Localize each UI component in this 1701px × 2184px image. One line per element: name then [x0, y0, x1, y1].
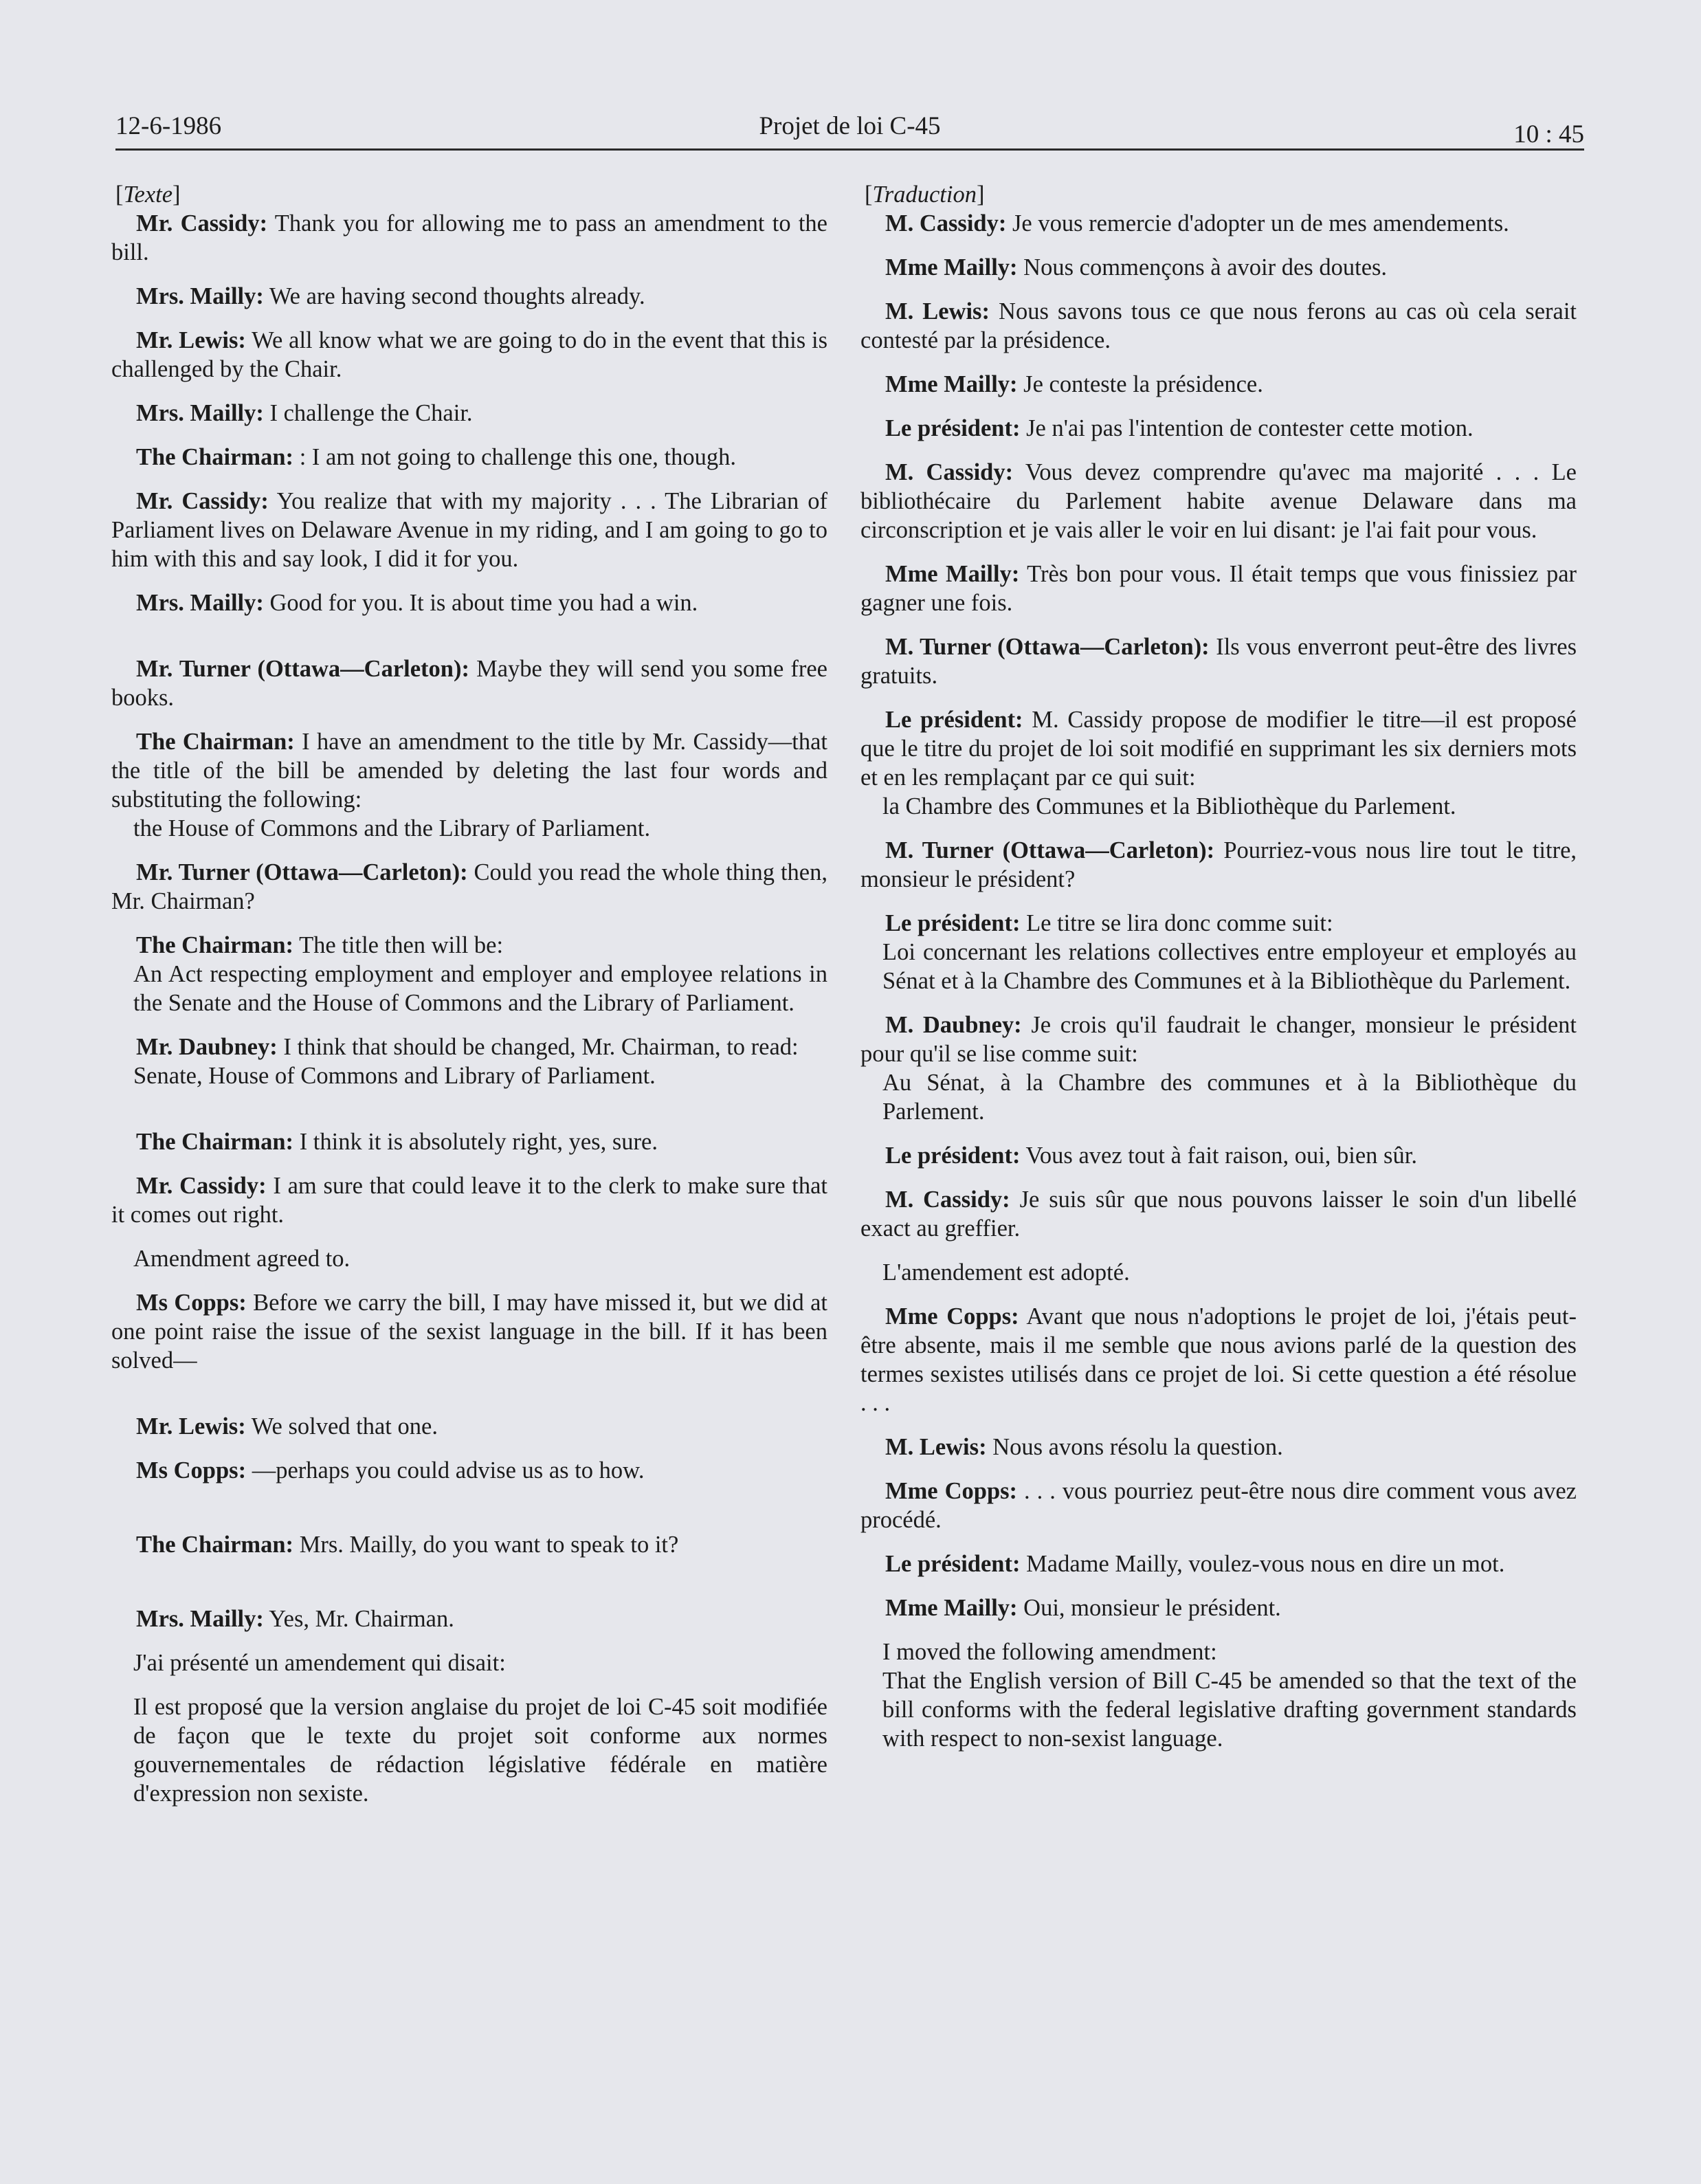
speech-block [111, 282, 827, 311]
speech-block [111, 1456, 827, 1485]
header-title: Projet de loi C-45 [759, 112, 941, 140]
speaker-name: Mr. Daubney: [136, 1034, 278, 1060]
speech-block [860, 909, 1577, 938]
speech-block [111, 487, 827, 573]
motion-result: L'amendement est adopté. [882, 1259, 1130, 1286]
speech-block [111, 1033, 827, 1061]
speaker-name: Ms Copps: [136, 1457, 247, 1483]
speech-block [860, 1011, 1577, 1068]
speech-text: Nous savons tous ce que nous ferons au cas où cela serait contesté par la présidence. [860, 298, 1577, 353]
speaker-name: M. Lewis: [885, 298, 990, 324]
speech-text: M. Cassidy propose de modifier le titre—il est proposé que le titre du projet de loi soit modifié en supprimant les six derniers mots et en les remplaçant par ce qui suit: [860, 707, 1577, 791]
speech-text: Yes, Mr. Chairman. [269, 1606, 454, 1632]
speech-text: I have an amendment to the title by Mr. Cassidy—that the title of the bill be amended by deleting the last four words and substituting the following: [111, 729, 828, 813]
speech-block [860, 209, 1577, 238]
quoted-text: the House of Commons and the Library of Parliament. [133, 815, 651, 841]
speech-block [860, 560, 1577, 617]
page-header [115, 110, 1584, 151]
speech-text: Oui, monsieur le président. [1023, 1595, 1281, 1621]
speech-text: : I am not going to challenge this one, though. [299, 444, 736, 470]
speech-text: We are having second thoughts already. [269, 283, 645, 309]
speech-block [111, 931, 827, 960]
speech-block [111, 209, 827, 267]
speech-text: —perhaps you could advise us as to how. [252, 1457, 645, 1483]
speech-block [860, 836, 1577, 894]
quoted-text: Loi concernant les relations collectives entre employeur et employés au Sénat et à la Chambre des Communes et à la Bibliothèque du Parlement. [882, 939, 1577, 994]
speech-block [860, 632, 1577, 690]
speech-block [111, 858, 827, 916]
english-column [111, 180, 827, 1808]
speech-block [111, 1412, 827, 1441]
speech-text: I think it is absolutely right, yes, sure. [299, 1129, 658, 1155]
quoted-text: la Chambre des Communes et la Bibliothèque du Parlement. [882, 793, 1456, 819]
speaker-name: Mrs. Mailly: [136, 1606, 264, 1632]
speech-text: Je n'ai pas l'intention de contester cette motion. [1026, 415, 1474, 441]
speaker-name: Le président: [885, 1551, 1021, 1577]
speaker-name: Mme Copps: [885, 1478, 1018, 1504]
speaker-name: Mme Copps: [885, 1303, 1019, 1330]
speaker-name: The Chairman: [136, 729, 295, 755]
speaker-name: M. Turner (Ottawa—Carleton): [885, 837, 1215, 863]
speech-text: Thank you for allowing me to pass an amendment to the bill. [111, 210, 827, 265]
speech-block [860, 1433, 1577, 1461]
speech-block [860, 1593, 1577, 1622]
quoted-text: Senate, House of Commons and Library of Parliament. [133, 1063, 656, 1089]
speech-block [111, 1288, 827, 1375]
speaker-name: The Chairman: [136, 932, 294, 958]
speech-text: You realize that with my majority . . . The Librarian of Parliament lives on Delaware Avenue in my riding, and I am going to go to him with this and say look, I did it for you. [111, 488, 827, 572]
speech-block [111, 588, 827, 617]
speaker-name: Mme Mailly: [885, 1595, 1018, 1621]
speech-block [860, 1141, 1577, 1170]
quoted-text: An Act respecting employment and employer and employee relations in the Senate and the House of Commons and the Library of Parliament. [133, 961, 827, 1016]
speaker-name: Mr. Turner (Ottawa—Carleton): [136, 859, 468, 885]
speaker-name: Le président: [885, 910, 1021, 936]
speech-block [860, 370, 1577, 399]
speech-text: Vous avez tout à fait raison, oui, bien sûr. [1025, 1143, 1417, 1169]
speech-text: We all know what we are going to do in the event that this is challenged by the Chair. [111, 327, 827, 382]
speech-text: Avant que nous n'adoptions le projet de loi, j'étais peut-être absente, mais il me semble que nous avions parlé de la question des termes sexistes utilisés dans ce projet de loi. Si cette question a été résolue . . . [860, 1303, 1577, 1416]
speaker-name: Mme Mailly: [885, 254, 1018, 280]
speech-text: Le titre se lira donc comme suit: [1026, 910, 1333, 936]
speech-block [111, 1604, 827, 1633]
column-marker: [Traduction] [865, 181, 985, 208]
speaker-name: M. Cassidy: [885, 210, 1007, 236]
speech-text: Je vous remercie d'adopter un de mes amendements. [1012, 210, 1509, 236]
speech-block [860, 1477, 1577, 1534]
speech-block [111, 1171, 827, 1229]
speaker-name: Mme Mailly: [885, 371, 1018, 397]
quoted-text: J'ai présenté un amendement qui disait: [133, 1650, 506, 1676]
speaker-name: Mr. Cassidy: [136, 1173, 267, 1199]
quoted-text: Il est proposé que la version anglaise du projet de loi C-45 soit modifiée de façon que le texte du projet soit conforme aux normes gouvernementales de rédaction législative fédérale en matière d'expression non sexiste. [133, 1694, 827, 1807]
speaker-name: The Chairman: [136, 1532, 294, 1558]
speaker-name: Mrs. Mailly: [136, 283, 264, 309]
speech-block [860, 458, 1577, 544]
speech-text: Mrs. Mailly, do you want to speak to it? [299, 1532, 679, 1558]
speaker-name: Mr. Lewis: [136, 1413, 246, 1440]
speech-text: Vous devez comprendre qu'avec ma majorité . . . Le bibliothécaire du Parlement habite avenue Delaware dans ma circonscription et je vais aller le voir en lui disant: je l'ai fait pour vous. [860, 459, 1577, 543]
speech-block [111, 399, 827, 428]
speech-block [111, 1530, 827, 1559]
quoted-text: That the English version of Bill C-45 be amended so that the text of the bill conforms with the federal legislative drafting government standards with respect to non-sexist language. [882, 1668, 1577, 1752]
speaker-name: M. Lewis: [885, 1434, 987, 1460]
speaker-name: The Chairman: [136, 1129, 294, 1155]
quoted-text: I moved the following amendment: [882, 1639, 1217, 1665]
speech-text: Je suis sûr que nous pouvons laisser le soin d'un libellé exact au greffier. [860, 1187, 1577, 1242]
speech-block [860, 1549, 1577, 1578]
header-page-number: 10 : 45 [1513, 120, 1584, 148]
french-column [860, 180, 1577, 1753]
speech-text: Nous commençons à avoir des doutes. [1023, 254, 1388, 280]
speech-text: . . . vous pourriez peut-être nous dire comment vous avez procédé. [860, 1478, 1577, 1533]
speaker-name: M. Cassidy: [885, 1187, 1010, 1213]
speech-text: Nous avons résolu la question. [992, 1434, 1283, 1460]
speech-text: Good for you. It is about time you had a win. [269, 590, 698, 616]
speaker-name: The Chairman: [136, 444, 294, 470]
speech-text: Pourriez-vous nous lire tout le titre, monsieur le président? [860, 837, 1577, 892]
speech-text: Before we carry the bill, I may have missed it, but we did at one point raise the issue of the sexist language in the bill. If it has been solved— [111, 1290, 827, 1374]
speech-text: Could you read the whole thing then, Mr. Chairman? [111, 859, 827, 914]
speaker-name: Mme Mailly: [885, 561, 1020, 587]
speaker-name: Mr. Turner (Ottawa—Carleton): [136, 656, 469, 682]
speaker-name: Le président: [885, 1143, 1021, 1169]
speech-text: Très bon pour vous. Il était temps que vous finissiez par gagner une fois. [860, 561, 1577, 616]
speaker-name: Mr. Cassidy: [136, 210, 268, 236]
speaker-name: Mrs. Mailly: [136, 590, 264, 616]
speech-text: Je conteste la présidence. [1023, 371, 1263, 397]
speech-block [111, 654, 827, 712]
speech-text: Madame Mailly, voulez-vous nous en dire un mot. [1026, 1551, 1505, 1577]
speech-block [860, 1185, 1577, 1243]
speech-block [111, 443, 827, 472]
speech-text: Ils vous enverront peut-être des livres gratuits. [860, 634, 1577, 689]
speech-text: I challenge the Chair. [269, 400, 473, 426]
speaker-name: Le président: [885, 707, 1023, 733]
motion-result: Amendment agreed to. [133, 1246, 351, 1272]
speech-block [111, 1127, 827, 1156]
speech-block [860, 705, 1577, 792]
speech-block [860, 253, 1577, 282]
speech-block [111, 326, 827, 384]
column-marker: [Texte] [115, 181, 181, 208]
speech-block [860, 414, 1577, 443]
speaker-name: M. Daubney: [885, 1012, 1022, 1038]
speaker-name: Mr. Cassidy: [136, 488, 269, 514]
speaker-name: Le président: [885, 415, 1021, 441]
quoted-text: Au Sénat, à la Chambre des communes et à la Bibliothèque du Parlement. [882, 1070, 1577, 1125]
header-date: 12-6-1986 [115, 112, 222, 140]
speech-text: We solved that one. [251, 1413, 438, 1440]
speaker-name: M. Turner (Ottawa—Carleton): [885, 634, 1210, 660]
speech-text: I think that should be changed, Mr. Chairman, to read: [283, 1034, 799, 1060]
speaker-name: Mr. Lewis: [136, 327, 246, 353]
speech-text: The title then will be: [299, 932, 504, 958]
speaker-name: Ms Copps: [136, 1290, 247, 1316]
speaker-name: M. Cassidy: [885, 459, 1014, 485]
speaker-name: Mrs. Mailly: [136, 400, 264, 426]
speech-text: I am sure that could leave it to the clerk to make sure that it comes out right. [111, 1173, 827, 1228]
speech-text: Je crois qu'il faudrait le changer, monsieur le président pour qu'il se lise comme suit: [860, 1012, 1577, 1067]
speech-text: Maybe they will send you some free books. [111, 656, 827, 711]
speech-block [860, 297, 1577, 355]
speech-block [111, 727, 827, 814]
speech-block [860, 1302, 1577, 1418]
